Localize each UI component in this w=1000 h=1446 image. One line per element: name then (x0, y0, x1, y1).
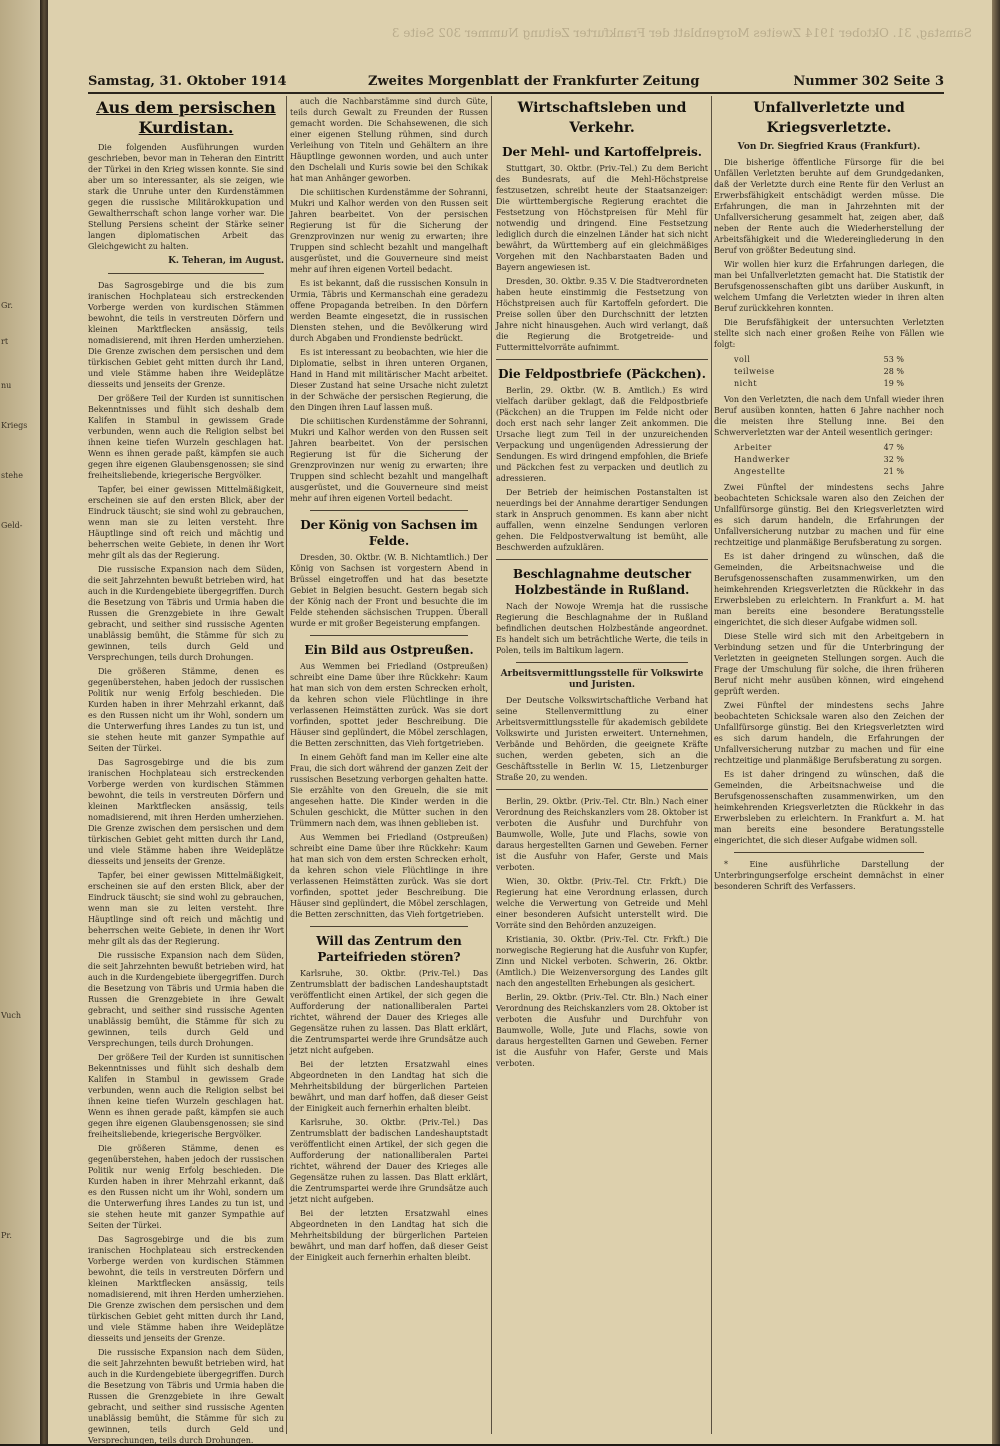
prev-page-fragment: Vuch (1, 1011, 22, 1020)
article-title: Die Feldpostbriefe (Päckchen). (498, 367, 706, 381)
article-paragraph: Aus Wemmen bei Friedland (Ostpreußen) schreibt eine Dame über ihre Rückkehr: Kaum hat man sich von dem ersten Schrecken erholt, da kehren schon viele Flüchtlinge in ihre verlassenen Heimstätten zurück. Was sie dort vorfinden, spottet jeder Beschreibung. Die Häuser sind geplündert, die Möbel zerschlagen, die Betten zerschnitten, das Vieh fortgetrieben. (290, 662, 488, 748)
column-3 (496, 96, 708, 1434)
article-paragraph: Berlin, 29. Oktbr. (W. B. Amtlich.) Es wird vielfach darüber geklagt, daß die Feldpostbriefe (Päckchen) an die Truppen im Felde nicht oder doch erst nach sehr langer Zeit ankommen. Die Ursache liegt zum Teil in der unzureichenden Verpackung und ungenügenden Adressierung der Sendungen. Es wird dringend empfohlen, die Briefe und Päckchen fest zu verpacken und deutlich zu adressieren. (496, 386, 708, 483)
separator (310, 926, 468, 927)
article-paragraph: Stuttgart, 30. Oktbr. (Priv.-Tel.) Zu dem Bericht des Bundesrats, auf die Mehl-Höchstpreise festzusetzen, schreibt heute der Staatsanzeiger: Die württembergische Regierung erachtet die Festsetzung von Höchstpreisen für Mehl für notwendig und dringend. Eine Festsetzung lediglich durch die einzelnen Länder hat sich nicht bewährt, da Württemberg auf ein gleichmäßiges Vorgehen mit den Nachbarstaaten Baden und Bayern angewiesen ist. (496, 164, 708, 272)
table-cell-value: 19 % (883, 379, 904, 388)
prev-page-fragment: stehe (1, 471, 23, 480)
article-title: Unfallverletzte und Kriegsverletzte. (753, 100, 905, 136)
article-title: Der Mehl- und Kartoffelpreis. (502, 145, 702, 159)
article-paragraph: Die folgenden Ausführungen wurden geschrieben, bevor man in Teheran den Eintritt der Türkei in den Krieg wissen konnte. Sie sind aber um so interessanter, als sie zeigen, wie stark die Unruhe unter den Kurdenstämmen gegen die russische Militärokkupation und Gewaltherrschaft schon lange vorher war. Die Stellung Persiens scheint der Stärke seiner langen diplomatischen Arbeit das Gleichgewicht zu halten. (88, 143, 284, 251)
article-paragraph: Das Sagrosgebirge und die bis zum iranischen Hochplateau sich erstreckenden Vorberge werden von kurdischen Stämmen bewohnt, die teils in verstreuten Dörfern und kleinen Marktflecken ansässig, teils nomadisierend, mit ihren Herden umherziehen. Die Grenze zwischen dem persischen und dem türkischen Gebiet geht mitten durch ihr Land, und viele Stämme haben ihre Weideplätze diesseits und jenseits der Grenze. (88, 1235, 284, 1343)
newspaper-page (48, 0, 992, 1444)
table-row (734, 466, 904, 478)
section-title: Wirtschaftsleben und Verkehr. (517, 100, 687, 136)
table-cell-value: 28 % (883, 367, 904, 376)
header-masthead: Zweites Morgenblatt der Frankfurter Zeitung (368, 74, 700, 89)
separator (516, 662, 688, 663)
separator (310, 635, 468, 636)
article-paragraph: Die größeren Stämme, denen es gegenüberstehen, haben jedoch der russischen Politik nur wenig Erfolg beschieden. Die Kurden haben in ihrer Mehrzahl erkannt, daß es den Russen nicht um ihr Wohl, sondern um die Unterwerfung ihres Landes zu tun ist, und sie stehen heute mit ganzer Sympathie auf Seiten der Türkei. (88, 1144, 284, 1230)
header-date: Samstag, 31. Oktober 1914 (88, 74, 287, 89)
separator (108, 273, 264, 274)
column-4 (714, 96, 944, 1434)
article-paragraph: Kristiania, 30. Oktbr. (Priv.-Tel. Ctr. Frkft.) Die norwegische Regierung hat die Ausfuhr von Kupfer, Zinn und Nickel verboten. Schwerin, 26. Oktbr. (Amtlich.) Die Weizenversorgung des Landes gilt nach den angestellten Erhebungen als gesichert. (496, 935, 708, 988)
table-row (734, 366, 904, 378)
article-byline: Von Dr. Siegfried Kraus (Frankfurt). (737, 142, 921, 152)
article-paragraph: Die russische Expansion nach dem Süden, die seit Jahrzehnten bewußt betrieben wird, hat auch in die Kurdengebiete übergegriffen. Durch die Besetzung von Täbris und Urmia haben die Russen die Grenzgebiete in ihre Gewalt gebracht, und seither sind russische Agenten unablässig bemüht, die Stämme für sich zu gewinnen, teils durch Geld und Versprechungen, teils durch Drohungen. (88, 1348, 284, 1445)
article-paragraph: Berlin, 29. Oktbr. (Priv.-Tel. Ctr. Bln.) Nach einer Verordnung des Reichskanzlers vom 28. Oktober ist verboten die Ausfuhr und Durchfuhr von Baumwolle, Wolle, Jute und Flachs, sowie von daraus hergestellten Garnen und Geweben. Ferner ist die Ausfuhr von Hafer, Gerste und Mais verboten. (496, 797, 708, 872)
table-cell-value: 21 % (883, 467, 904, 476)
statistics-table (734, 354, 944, 390)
article-paragraph: Nach der Nowoje Wremja hat die russische Regierung die Beschlagnahme der in Rußland befindlichen deutschen Holzbestände angeordnet. Es handelt sich um beträchtliche Werte, die teils in Polen, teils im Baltikum lagern. (496, 602, 708, 655)
article-paragraph: Karlsruhe, 30. Oktbr. (Priv.-Tel.) Das Zentrumsblatt der badischen Landeshauptstadt veröffentlicht einen Artikel, der sich gegen die Aufforderung der nationalliberalen Partei richtet, während der Dauer des Krieges alle Gegensätze ruhen zu lassen. Das Blatt erklärt, die Zentrumspartei werde ihre Grundsätze auch jetzt nicht aufgeben. (290, 969, 488, 1055)
article-paragraph: Die schiitischen Kurdenstämme der Sohranni, Mukri und Kalhor werden von den Russen seit Jahren bearbeitet. Von der persischen Regierung ist für die Sicherung der Grenzprovinzen nur wenig zu erwarten; ihre Truppen sind schlecht bezahlt und mangelhaft ausgerüstet, und die Gouverneure sind meist mehr auf ihren eigenen Vorteil bedacht. (290, 417, 488, 503)
separator (496, 789, 708, 790)
article-dateline: K. Teheran, im August. (168, 256, 284, 266)
article-paragraph: Der größere Teil der Kurden ist sunnitischen Bekenntnisses und fühlt sich deshalb dem Kalifen in Stambul in gewissem Grade verbunden, wenn auch die Religion selbst bei ihnen keine tiefen Wurzeln geschlagen hat. Wenn es ihnen gerade paßt, kämpfen sie auch gegen ihre eigenen Glaubensgenossen; sie sind freiheitsliebende, kriegerische Bergvölker. (88, 394, 284, 480)
article-paragraph: Tapfer, bei einer gewissen Mittelmäßigkeit, erscheinen sie auf den ersten Blick, aber der Eindruck täuscht; sie sind wohl zu gebrauchen, wenn man sie zu leiten versteht. Ihre Häuptlinge sind oft reich und mächtig und beherrschen weite Gebiete, in denen ihr Wort mehr gilt als das der Regierung. (88, 485, 284, 560)
separator (496, 559, 708, 560)
table-cell-label: teilweise (734, 367, 775, 376)
table-cell-value: 32 % (883, 455, 904, 464)
article-paragraph: Karlsruhe, 30. Oktbr. (Priv.-Tel.) Das Zentrumsblatt der badischen Landeshauptstadt veröffentlicht einen Artikel, der sich gegen die Aufforderung der nationalliberalen Partei richtet, während der Dauer des Krieges alle Gegensätze ruhen zu lassen. Das Blatt erklärt, die Zentrumspartei werde ihre Grundsätze auch jetzt nicht aufgeben. (290, 1118, 488, 1204)
separator (310, 510, 468, 511)
page-edge-shadow (992, 0, 1000, 1444)
statistics-table (734, 442, 944, 478)
article-paragraph: Wien, 30. Oktbr. (Priv.-Tel. Ctr. Frkft.) Die Regierung hat eine Verordnung erlassen, durch welche die Verwertung von Getreide und Mehl einer besonderen Aufsicht unterstellt wird. Die Vorräte sind den Behörden anzuzeigen. (496, 877, 708, 930)
bleed-through-text: Samstag, 31. Oktober 1914 Zweites Morgenblatt der Frankfurter Zeitung Nummer 302 Seite 3 (391, 26, 972, 40)
article-paragraph: Der Betrieb der heimischen Postanstalten ist neuerdings bei der Annahme derartiger Sendungen stark in Anspruch genommen. Es kann aber nicht auffallen, wenn einzelne Sendungen verloren gehen. Die Feldpostverwaltung ist bemüht, alle Beschwerden aufzuklären. (496, 488, 708, 552)
article-paragraph: Die russische Expansion nach dem Süden, die seit Jahrzehnten bewußt betrieben wird, hat auch in die Kurdengebiete übergegriffen. Durch die Besetzung von Täbris und Urmia haben die Russen die Grenzgebiete in ihre Gewalt gebracht, und seither sind russische Agenten unablässig bemüht, die Stämme für sich zu gewinnen, teils durch Geld und Versprechungen, teils durch Drohungen. (88, 951, 284, 1048)
article-paragraph: Diese Stelle wird sich mit den Arbeitgebern in Verbindung setzen und für die Unterbringung der Verletzten in geeigneten Stellungen sorgen. Auch die Frage der Umschulung für solche, die ihren früheren Beruf nicht mehr ausüben können, wird eingehend geprüft werden. (714, 632, 944, 696)
previous-page-edge (0, 0, 40, 1444)
table-cell-label: Arbeiter (734, 443, 772, 452)
article-paragraph: Es ist daher dringend zu wünschen, daß die Gemeinden, die Arbeitsnachweise und die Berufsgenossenschaften zusammenwirken, um den heimkehrenden Kriegsverletzten die Rückkehr in das Erwerbsleben zu erleichtern. In Frankfurt a. M. hat man bereits eine besondere Beratungsstelle eingerichtet, die sich dieser Aufgabe widmen soll. (714, 552, 944, 627)
table-cell-value: 53 % (883, 355, 904, 364)
book-spine (40, 0, 48, 1444)
article-title: Beschlagnahme deutscher Holzbestände in Rußland. (512, 567, 692, 597)
table-cell-label: nicht (734, 379, 758, 388)
article-paragraph: Die russische Expansion nach dem Süden, die seit Jahrzehnten bewußt betrieben wird, hat auch in die Kurdengebiete übergegriffen. Durch die Besetzung von Täbris und Urmia haben die Russen die Grenzgebiete in ihre Gewalt gebracht, und seither sind russische Agenten unablässig bemüht, die Stämme für sich zu gewinnen, teils durch Geld und Versprechungen, teils durch Drohungen. (88, 565, 284, 662)
article-paragraph: Der größere Teil der Kurden ist sunnitischen Bekenntnisses und fühlt sich deshalb dem Kalifen in Stambul in gewissem Grade verbunden, wenn auch die Religion selbst bei ihnen keine tiefen Wurzeln geschlagen hat. Wenn es ihnen gerade paßt, kämpfen sie auch gegen ihre eigenen Glaubensgenossen; sie sind freiheitsliebende, kriegerische Bergvölker. (88, 1053, 284, 1139)
prev-page-fragment: nu (1, 381, 12, 390)
prev-page-fragment: Gr. (1, 301, 13, 310)
article-paragraph: Es ist bekannt, daß die russischen Konsuln in Urmia, Täbris und Kermanschah eine geradezu offene Propaganda betreiben. In den Dörfern werden Beamte eingesetzt, die in russischen Diensten stehen, und die Bevölkerung wird durch Abgaben und Frondienste bedrückt. (290, 279, 488, 343)
footnote: * Eine ausführliche Darstellung der Unterbringungserfolge erscheint demnächst in einer besonderen Schrift des Verfassers. (714, 860, 944, 891)
table-cell-label: Handwerker (734, 455, 790, 464)
table-cell-value: 47 % (883, 443, 904, 452)
article-paragraph: Die größeren Stämme, denen es gegenüberstehen, haben jedoch der russischen Politik nur wenig Erfolg beschieden. Die Kurden haben in ihrer Mehrzahl erkannt, daß es den Russen nicht um ihr Wohl, sondern um die Unterwerfung ihres Landes zu tun ist, und sie stehen heute mit ganzer Sympathie auf Seiten der Türkei. (88, 667, 284, 753)
separator (496, 359, 708, 360)
prev-page-fragment: Geld- (1, 521, 23, 530)
article-paragraph: Wir wollen hier kurz die Erfahrungen darlegen, die man bei Unfallverletzten gemacht hat. Die Statistik der Berufsgenossenschaften gibt uns darüber Auskunft, in welchem Umfang die Verletzten wieder in ihren alten Beruf zurückkehren konnten. (714, 260, 944, 313)
article-paragraph: Bei der letzten Ersatzwahl eines Abgeordneten in den Landtag hat sich die Mehrheitsbildung der bürgerlichen Parteien bewährt, und man darf hoffen, daß dieser Geist der Einigkeit auch fernerhin erhalten bleibt. (290, 1209, 488, 1262)
article-paragraph: Bei der letzten Ersatzwahl eines Abgeordneten in den Landtag hat sich die Mehrheitsbildung der bürgerlichen Parteien bewährt, und man darf hoffen, daß dieser Geist der Einigkeit auch fernerhin erhalten bleibt. (290, 1060, 488, 1113)
article-paragraph: Von den Verletzten, die nach dem Unfall wieder ihren Beruf ausüben konnten, hatten 6 Jahre nachher noch die meisten ihre Stellung inne. Bei den Schwerverletzten war der Anteil wesentlich geringer: (714, 395, 944, 437)
table-row (734, 354, 904, 366)
table-row (734, 442, 904, 454)
article-paragraph: Das Sagrosgebirge und die bis zum iranischen Hochplateau sich erstreckenden Vorberge werden von kurdischen Stämmen bewohnt, die teils in verstreuten Dörfern und kleinen Marktflecken ansässig, teils nomadisierend, mit ihren Herden umherziehen. Die Grenze zwischen dem persischen und dem türkischen Gebiet geht mitten durch ihr Land, und viele Stämme haben ihre Weideplätze diesseits und jenseits der Grenze. (88, 281, 284, 389)
article-paragraph: Die Berufsfähigkeit der untersuchten Verletzten stellte sich nach einer großen Reihe von Fällen wie folgt: (714, 318, 944, 349)
table-row (734, 454, 904, 466)
article-paragraph: Die schiitischen Kurdenstämme der Sohranni, Mukri und Kalhor werden von den Russen seit Jahren bearbeitet. Von der persischen Regierung ist für die Sicherung der Grenzprovinzen nur wenig zu erwarten; ihre Truppen sind schlecht bezahlt und mangelhaft ausgerüstet, und die Gouverneure sind meist mehr auf ihren eigenen Vorteil bedacht. (290, 188, 488, 274)
article-paragraph: Es ist interessant zu beobachten, wie hier die Diplomatie, selbst in ihren unteren Organen, Hand in Hand mit militärischer Macht arbeitet. Dieser Zustand hat seine Ursache nicht zuletzt in der Schwäche der persischen Regierung, die den Dingen ihren Lauf lassen muß. (290, 348, 488, 412)
article-paragraph: Es ist daher dringend zu wünschen, daß die Gemeinden, die Arbeitsnachweise und die Berufsgenossenschaften zusammenwirken, um den heimkehrenden Kriegsverletzten die Rückkehr in das Erwerbsleben zu erleichtern. In Frankfurt a. M. hat man bereits eine besondere Beratungsstelle eingerichtet, die sich dieser Aufgabe widmen soll. (714, 770, 944, 845)
article-title: Aus dem persischen Kurdistan. (96, 98, 276, 137)
separator (734, 852, 924, 853)
article-paragraph: In einem Gehöft fand man im Keller eine alte Frau, die sich dort während der ganzen Zeit der russischen Besetzung verborgen gehalten hatte. Sie erzählte von den Greueln, die sie mit angesehen hatte. Die Kinder werden in die Schulen geschickt, die Mütter suchen in den Trümmern nach dem, was ihnen geblieben ist. (290, 753, 488, 828)
article-paragraph: auch die Nachbarstämme sind durch Güte, teils durch Gewalt zu Freunden der Russen gemacht worden. Die Schahsewenen, die sich einer eigenen Stellung rühmen, sind durch Verleihung von Titeln und Gehältern an ihre Häuptlinge gewonnen worden, und auch unter den Dschelali und Kuris sowie bei den Schikak hat man Anhänger geworben. (290, 97, 488, 183)
article-paragraph: Das Sagrosgebirge und die bis zum iranischen Hochplateau sich erstreckenden Vorberge werden von kurdischen Stämmen bewohnt, die teils in verstreuten Dörfern und kleinen Marktflecken ansässig, teils nomadisierend, mit ihren Herden umherziehen. Die Grenze zwischen dem persischen und dem türkischen Gebiet geht mitten durch ihr Land, und viele Stämme haben ihre Weideplätze diesseits und jenseits der Grenze. (88, 758, 284, 866)
table-cell-label: voll (734, 355, 751, 364)
article-title: Will das Zentrum den Parteifrieden stören? (316, 934, 462, 964)
column-divider (711, 96, 712, 1434)
article-paragraph: Tapfer, bei einer gewissen Mittelmäßigkeit, erscheinen sie auf den ersten Blick, aber der Eindruck täuscht; sie sind wohl zu gebrauchen, wenn man sie zu leiten versteht. Ihre Häuptlinge sind oft reich und mächtig und beherrschen weite Gebiete, in denen ihr Wort mehr gilt als das der Regierung. (88, 871, 284, 946)
article-paragraph: Aus Wemmen bei Friedland (Ostpreußen) schreibt eine Dame über ihre Rückkehr: Kaum hat man sich von dem ersten Schrecken erholt, da kehren schon viele Flüchtlinge in ihre verlassenen Heimstätten zurück. Was sie dort vorfinden, spottet jeder Beschreibung. Die Häuser sind geplündert, die Möbel zerschlagen, die Betten zerschnitten, das Vieh fortgetrieben. (290, 833, 488, 919)
article-paragraph: Dresden, 30. Oktbr. (W. B. Nichtamtlich.) Der König von Sachsen ist vorgestern Abend in Brüssel eingetroffen und hat das besetzte Gebiet in Belgien besucht. Gestern begab sich der König nach der Front und besuchte die im Felde stehenden sächsischen Truppen. Überall wurde er mit großer Begeisterung empfangen. (290, 553, 488, 628)
column-divider (491, 96, 492, 1434)
article-paragraph: Dresden, 30. Oktbr. 9.35 V. Die Stadtverordneten haben heute einstimmig die Festsetzung von Höchstpreisen auch für Kartoffeln gefordert. Die Preise sollen über den Durchschnitt der letzten Jahre nicht hinausgehen. Auch wird verlangt, daß die Regierung die Brotgetreide- und Futtermittelvorräte aufnimmt. (496, 277, 708, 352)
prev-page-fragment: Pr. (1, 1231, 12, 1240)
column-1 (88, 96, 284, 1445)
article-title: Ein Bild aus Ostpreußen. (304, 643, 474, 657)
article-paragraph: Zwei Fünftel der mindestens sechs Jahre beobachteten Schicksale waren also den Zeichen der Unfallfürsorge günstig. Bei den Kriegsverletzten wird es sich darum handeln, die Erfahrungen der Unfallversicherung nutzbar zu machen und für eine rechtzeitige und planmäßige Berufsberatung zu sorgen. (714, 701, 944, 765)
prev-page-fragment: rt (1, 337, 9, 346)
prev-page-fragment: Kriegs (1, 421, 28, 430)
article-subtitle: Arbeitsvermittlungsstelle für Volkswirte und Juristen. (500, 669, 704, 690)
article-title: Der König von Sachsen im Felde. (300, 518, 478, 548)
column-2 (290, 96, 488, 1434)
header-rule (88, 92, 944, 94)
article-paragraph: Zwei Fünftel der mindestens sechs Jahre beobachteten Schicksale waren also den Zeichen der Unfallfürsorge günstig. Bei den Kriegsverletzten wird es sich darum handeln, die Erfahrungen der Unfallversicherung nutzbar zu machen und für eine rechtzeitige und planmäßige Berufsberatung zu sorgen. (714, 483, 944, 547)
article-paragraph: Berlin, 29. Oktbr. (Priv.-Tel. Ctr. Bln.) Nach einer Verordnung des Reichskanzlers vom 28. Oktober ist verboten die Ausfuhr und Durchfuhr von Baumwolle, Wolle, Jute und Flachs, sowie von daraus hergestellten Garnen und Geweben. Ferner ist die Ausfuhr von Hafer, Gerste und Mais verboten. (496, 993, 708, 1068)
article-paragraph: Der Deutsche Volkswirtschaftliche Verband hat seine Stellenvermittlung zu einer Arbeitsvermittlungsstelle für akademisch gebildete Volkswirte und Juristen erweitert. Unternehmen, Verbände und Behörden, die geeignete Kräfte suchen, werden gebeten, sich an die Geschäftsstelle in Berlin W. 15, Lietzenburger Straße 20, zu wenden. (496, 696, 708, 782)
article-paragraph: Die bisherige öffentliche Fürsorge für die bei Unfällen Verletzten beruhte auf dem Grundgedanken, daß der Verletzte durch eine Rente für den Verlust an Erwerbsfähigkeit entschädigt werden müsse. Die Erfahrungen, die man in Jahrzehnten mit der Unfallversicherung gesammelt hat, zeigen aber, daß neben der Rente auch die Wiederherstellung der Arbeitsfähigkeit und die Wiedereingliederung in den Beruf von größter Bedeutung sind. (714, 158, 944, 255)
header-page-number: Nummer 302 Seite 3 (793, 74, 944, 89)
column-divider (286, 96, 287, 1434)
table-cell-label: Angestellte (734, 467, 786, 476)
table-row (734, 378, 904, 390)
